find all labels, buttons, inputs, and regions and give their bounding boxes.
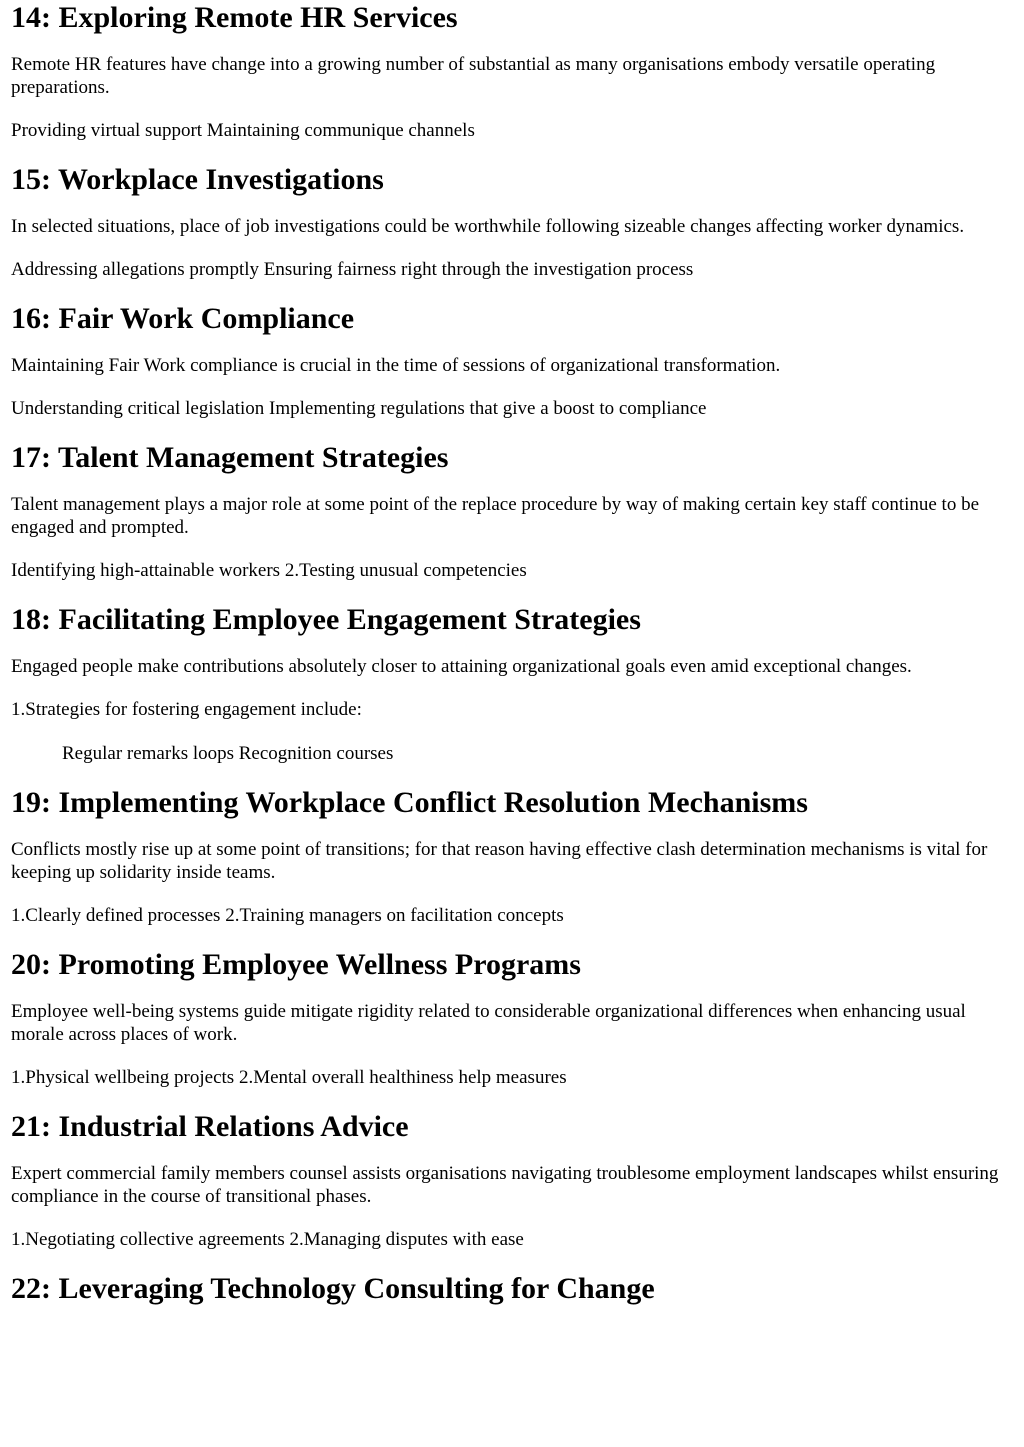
section-heading: 21: Industrial Relations Advice — [11, 1110, 409, 1143]
section-items: Providing virtual support Maintaining communique channels — [11, 120, 475, 141]
section-heading: 18: Facilitating Employee Engagement Strategies — [11, 603, 641, 636]
section-17 — [11, 441, 1014, 582]
section-20 — [11, 948, 1014, 1089]
section-22 — [11, 1272, 1014, 1306]
section-heading: 20: Promoting Employee Wellness Programs — [11, 948, 581, 981]
section-items: Understanding critical legislation Implementing regulations that give a boost to compliance — [11, 398, 707, 419]
section-heading: 16: Fair Work Compliance — [11, 302, 355, 335]
section-items: Identifying high-attainable workers 2.Testing unusual competencies — [11, 560, 527, 581]
section-items: 1.Strategies for fostering engagement include: — [11, 699, 362, 720]
section-items: 1.Physical wellbeing projects 2.Mental overall healthiness help measures — [11, 1067, 567, 1088]
section-items: 1.Clearly defined processes 2.Training managers on facilitation concepts — [11, 905, 564, 926]
section-intro: In selected situations, place of job investigations could be worthwhile following sizeable changes affecting worker dynamics. — [11, 216, 965, 237]
section-15 — [11, 163, 1014, 281]
section-intro: Conflicts mostly rise up at some point of transitions; for that reason having effective clash determination mechanisms is vital for keeping up solidarity inside teams. — [11, 839, 988, 883]
section-items-indented: Regular remarks loops Recognition courses — [62, 743, 394, 764]
section-intro: Expert commercial family members counsel assists organisations navigating troublesome employment landscapes whilst ensuring compliance in the course of transitional phases. — [11, 1163, 999, 1207]
section-intro: Engaged people make contributions absolutely closer to attaining organizational goals even amid exceptional changes. — [11, 656, 912, 677]
section-18 — [11, 603, 1014, 765]
article-body — [0, 1, 1024, 1306]
section-heading: 19: Implementing Workplace Conflict Resolution Mechanisms — [11, 786, 808, 819]
section-heading: 22: Leveraging Technology Consulting for Change — [11, 1272, 655, 1305]
section-heading: 17: Talent Management Strategies — [11, 441, 449, 474]
section-intro: Remote HR features have change into a growing number of substantial as many organisations embody versatile operating preparations. — [11, 54, 936, 98]
section-heading: 15: Workplace Investigations — [11, 163, 384, 196]
section-intro: Maintaining Fair Work compliance is crucial in the time of sessions of organizational transformation. — [11, 355, 781, 376]
section-16 — [11, 302, 1014, 420]
section-19 — [11, 786, 1014, 927]
section-21 — [11, 1110, 1014, 1251]
section-14 — [11, 1, 1014, 142]
section-heading: 14: Exploring Remote HR Services — [11, 1, 458, 34]
section-items: 1.Negotiating collective agreements 2.Managing disputes with ease — [11, 1229, 524, 1250]
section-items: Addressing allegations promptly Ensuring fairness right through the investigation process — [11, 259, 694, 280]
section-intro: Talent management plays a major role at some point of the replace procedure by way of making certain key staff continue to be engaged and prompted. — [11, 494, 980, 538]
section-intro: Employee well-being systems guide mitigate rigidity related to considerable organizational differences when enhancing usual morale across places of work. — [11, 1001, 966, 1045]
